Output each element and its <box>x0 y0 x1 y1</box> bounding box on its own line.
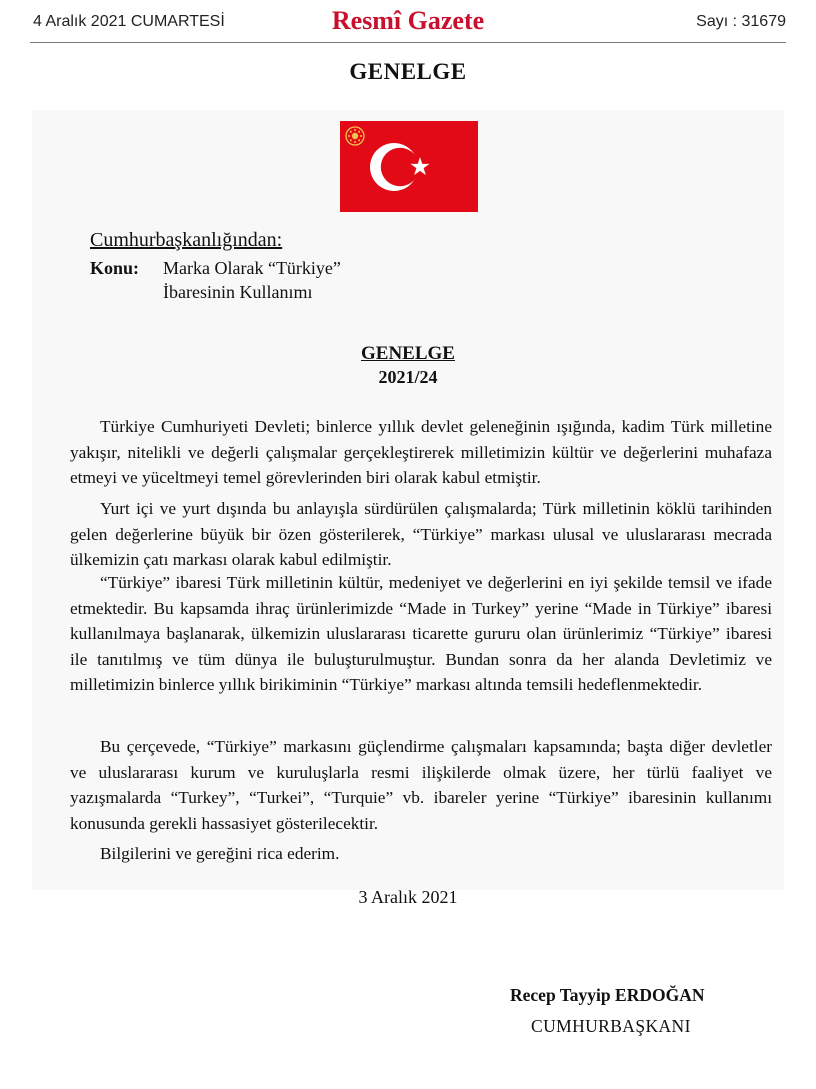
issuing-authority: Cumhurbaşkanlığından: <box>90 229 283 251</box>
document-title: GENELGE <box>361 343 455 364</box>
closing-sentence: Bilgilerini ve gereğini rica ederim. <box>100 844 340 863</box>
paragraph-3: “Türkiye” ibaresi Türk milletinin kültür, medeniyet ve değerlerini en iyi şekilde temsil ve ifade etmektedir. Bu kapsamda ihraç ürünlerimizde “Made in Turkey” yerine “Made in Türkiye” ibaresi kullanılmaya başlanarak, ülkemizin uluslararası ticarette gururu olan ürünlerimiz “Türkiye” ibaresi ile tanıtılmış ve tüm dünya ile buluşturulmuştur. Bundan sonra da her alanda Devletimiz ve milletimizin binlerce yıllık birikiminin “Türkiye” markası altında temsili hedeflenmektedir. <box>70 573 772 695</box>
header-divider <box>30 42 786 43</box>
subject-line-1: Marka Olarak “Türkiye” <box>163 258 341 278</box>
paragraph-1: Türkiye Cumhuriyeti Devleti; binlerce yıllık devlet geleneğinin ışığında, kadim Türk milletine yakışır, nitelikli ve değerli çalışmalar gerçekleştirerek milletimizin kültür ve değerlerini muhafaza etmeyi ve yüceltmeyi temel görevlerinden biri olarak kabul etmiştir. <box>70 417 772 488</box>
gazette-title: Resmî Gazete <box>331 6 485 35</box>
presidential-seal-icon <box>346 127 364 145</box>
header-date: 4 Aralık 2021 CUMARTESİ <box>33 13 225 30</box>
signer-title: CUMHURBAŞKANI <box>531 1016 691 1036</box>
issue-number: Sayı : 31679 <box>696 13 786 30</box>
paragraph-2: Yurt içi ve yurt dışında bu anlayışla sürdürülen çalışmalarda; Türk milletinin köklü tarihinden gelen değerlerine büyük bir özen gösterilerek, “Türkiye” markası ulusal ve uluslararası mecrada ülkemizin çatı markası olarak kabul edilmiştir. <box>70 499 772 570</box>
paragraph-4: Bu çerçevede, “Türkiye” markasını güçlendirme çalışmaları kapsamında; başta diğer devletler ve uluslararası kurum ve kuruluşlarla resmi ilişkilerde olmak üzere, her türlü faaliyet ve yazışmalarda “Turkey”, “Turkei”, “Turquie” vb. ibareler yerine “Türkiye” ibaresinin kullanımı konusunda gerekli hassasiyet gösterilecektir. <box>70 737 772 833</box>
turkish-flag-icon <box>340 121 478 212</box>
signer-name: Recep Tayyip ERDOĞAN <box>510 985 705 1005</box>
document-number: 2021/24 <box>378 367 438 387</box>
subject-line-2: İbaresinin Kullanımı <box>163 282 313 302</box>
document-date: 3 Aralık 2021 <box>358 887 458 907</box>
subject-label: Konu: <box>90 258 140 278</box>
gazette-header <box>0 0 816 42</box>
section-title: GENELGE <box>349 59 467 84</box>
